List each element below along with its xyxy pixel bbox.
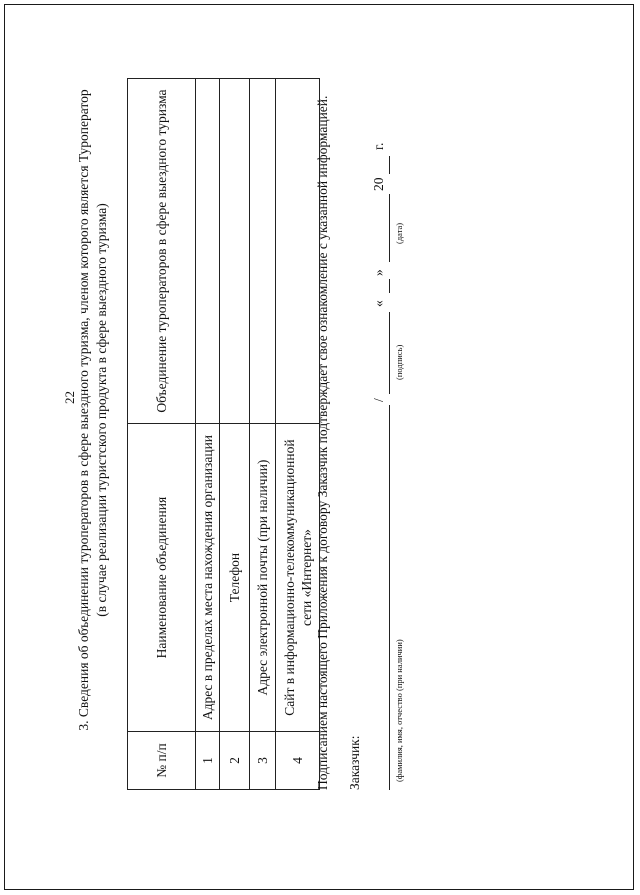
row-name: Телефон [220,424,250,732]
row-name: Адрес в пределах места нахождения организации [196,424,220,732]
year-suffix: г. [371,142,386,150]
row-name: Адрес электронной почты (при наличии) [250,424,276,732]
table-row [250,79,276,790]
tour-operator-association-table [127,78,320,790]
section-title-line1: 3. Сведения об объединении туроператоров в сфере выездного туризма, членом которого является Туроператор [76,89,91,731]
year-line [389,156,390,174]
row-num: 2 [220,732,250,790]
table-row [220,79,250,790]
row-value [196,79,220,424]
date-caption: (дата) [394,222,404,244]
slash: / [371,398,386,402]
page-number: 22 [62,391,77,404]
table-header-row [128,79,196,790]
year-prefix: 20 [371,177,386,191]
row-name: Сайт в информационно-телекоммуникационной сети «Интернет» [276,424,320,732]
header-name: Наименование объединения [128,424,196,732]
month-line [389,194,390,262]
day-line [389,279,390,293]
header-value: Объединение туроператоров в сфере выездного туризма [128,79,196,424]
table-row [196,79,220,790]
customer-label: Заказчик: [347,735,362,790]
header-num: № п/п [128,732,196,790]
row-num: 1 [196,732,220,790]
signing-note: Подписанием настоящего Приложения к договору Заказчик подтверждает свое ознакомление с указанной информацией. [315,95,330,790]
row-value [276,79,320,424]
name-caption: (фамилия, имя, отчество (при наличии) [394,639,404,782]
rotated-content [75,20,575,800]
name-line [389,405,390,790]
row-num: 3 [250,732,276,790]
section-title-line2: (в случае реализации туристского продукта в сфере выездного туризма) [94,203,109,617]
signature-line [389,312,390,394]
row-num: 4 [276,732,320,790]
quote-open: « [371,300,386,307]
signature-caption: (подпись) [394,344,404,380]
row-value [220,79,250,424]
quote-close: » [371,269,386,276]
section-title [75,20,111,800]
table-row [276,79,320,790]
signature-block [371,30,405,790]
row-value [250,79,276,424]
